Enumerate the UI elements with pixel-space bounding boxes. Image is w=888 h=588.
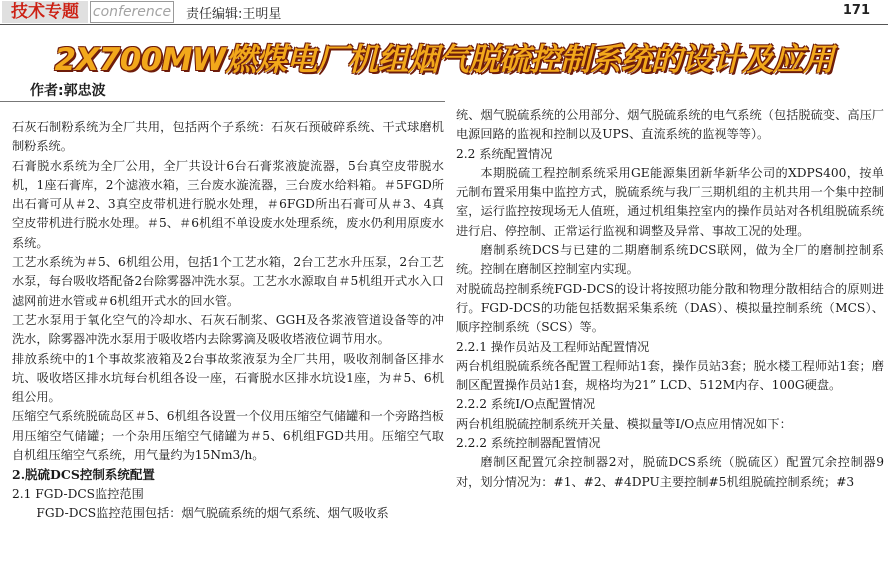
right-column xyxy=(456,106,884,492)
section-heading-dcs: 2.脱硫DCS控制系统配置 xyxy=(12,467,155,483)
page-number: 171 xyxy=(842,3,870,18)
subsection-heading-config: 2.2 系统配置情况 xyxy=(456,146,553,161)
conference-tag: conference xyxy=(90,1,174,23)
article-author: 作者:郭忠波 xyxy=(30,83,106,99)
editor-credit: 责任编辑:王明星 xyxy=(186,7,282,22)
header-divider xyxy=(0,24,888,25)
paragraph-milling-dcs: 磨制系统DCS与已建的二期磨制系统DCS联网，做为全厂的磨制控制系统。控制在磨制区控制室内实现。 xyxy=(456,243,884,277)
section-tag: 技术专题 xyxy=(2,1,88,23)
paragraph-drainage: 排放系统中的1个事故浆液箱及2台事故浆液泵为全厂共用，吸收剂制备区排水坑、吸收塔区排水坑每台机组各设一座，石膏脱水区排水坑设1座，为＃5、6机组公用。 xyxy=(12,351,444,405)
subsection-heading-io: 2.2.2 系统I/O点配置情况 xyxy=(456,397,596,412)
paragraph-io: 两台机组脱硫控制系统开关量、模拟量等I/O点应用情况如下： xyxy=(456,416,792,431)
paragraph-controllers: 磨制区配置冗余控制器2对，脱硫DCS系统（脱硫区）配置冗余控制器9对，划分情况为：#1、#2、#4DPU主要控制#5机组脱硫控制系统；#3 xyxy=(456,455,884,489)
article-title: 2X700MW燃煤电厂机组烟气脱硫控制系统的设计及应用 xyxy=(54,42,834,78)
subsection-heading-stations: 2.2.1 操作员站及工程师站配置情况 xyxy=(456,339,650,354)
paragraph-gypsum-dewatering: 石膏脱水系统为全厂公用，全厂共设计6台石膏浆液旋流器，5台真空皮带脱水机，1座石膏库，2个滤液水箱，三台废水漩流器，三台废水给料箱。＃5FGD所出石膏可从＃2、3真空皮带机进行脱水处理，＃6FGD所出石膏可从＃3、4真空皮带机进行脱水处理。＃5、＃6机组不单设废水处理系统，废水仍利用原废水系统。 xyxy=(12,158,444,250)
page-header xyxy=(0,0,888,24)
paragraph-scope: FGD-DCS监控范围包括：烟气脱硫系统的烟气系统、烟气吸收系 xyxy=(36,505,389,520)
paragraph-limestone-milling: 石灰石制粉系统为全厂共用，包括两个子系统：石灰石预破碎系统、干式球磨机制粉系统。 xyxy=(12,120,444,154)
paragraph-scope-continued: 统、烟气脱硫系统的公用部分、烟气脱硫系统的电气系统（包括脱硫变、高压厂电源回路的监视和控制以及UPS、直流系统的监视等等）。 xyxy=(456,108,884,142)
paragraph-stations: 两台机组脱硫系统各配置工程师站1套，操作员站3套；脱水楼工程师站1套；磨制区配置操作员站1套，规格均为21” LCD、512M内存、100G硬盘。 xyxy=(456,358,884,393)
paragraph-process-water: 工艺水系统为＃5、6机组公用，包括1个工艺水箱，2台工艺水升压泵，2台工艺水泵，每台吸收塔配备2台除雾器冲洗水泵。工艺水水源取自＃5机组开式水入口滤网前进水管或＃6机组开式水的回水管。 xyxy=(12,255,444,308)
subsection-heading-controllers: 2.2.2 系统控制器配置情况 xyxy=(456,436,601,451)
subsection-heading-scope: 2.1 FGD-DCS监控范围 xyxy=(12,486,144,501)
paragraph-fgd-dcs-design: 对脱硫岛控制系统FGD-DCS的设计将按照功能分散和物理分散相结合的原则进行。FGD-DCS的功能包括数据采集系统（DAS）、模拟量控制系统（MCS）、顺序控制系统（SCS）等。 xyxy=(456,281,884,335)
paragraph-compressed-air: 压缩空气系统脱硫岛区＃5、6机组各设置一个仪用压缩空气储罐和一个旁路挡板用压缩空气储罐；一个杂用压缩空气储罐为＃5、6机组FGD共用。压缩空气取自机组压缩空气系统，用气量约为15Nm3/h。 xyxy=(12,409,444,463)
paragraph-control-system: 本期脱硫工程控制系统采用GE能源集团新华新华公司的XDPS400，按单元制布置采用集中监控方式，脱硫系统与我厂三期机组的主机共用一个集中控制室，运行监控按现场无人值班，通过机组集控室内的操作员站对各机组脱硫系统进行启、停控制、正常运行监视和调整及异常、事故工况的处理。 xyxy=(456,165,884,238)
paragraph-process-pumps: 工艺水泵用于氧化空气的冷却水、石灰石制浆、GGH及各浆液管道设备等的冲洗水，除雾器冲洗水泵用于吸收塔内去除雾滴及吸收塔液位调节用水。 xyxy=(12,312,444,347)
author-divider xyxy=(0,101,445,102)
left-column xyxy=(12,118,444,523)
